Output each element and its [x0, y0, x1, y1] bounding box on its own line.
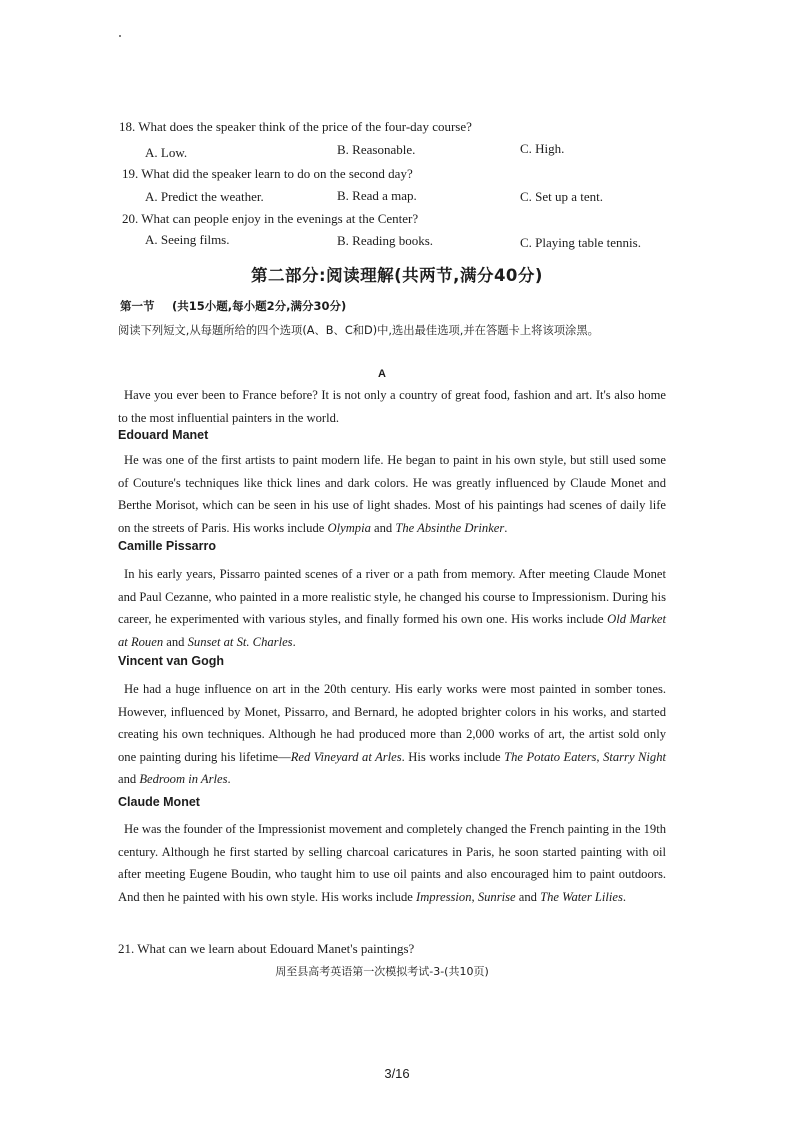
paragraph-manet: He was one of the first artists to paint modern life. He began to paint in his own style, but still used some of Couture's techniques like thick lines and dark colors. He was greatly influenced by Claude Monet and Berthe Morisot, which can be seen in his use of light shades. Most of his paintings had scenes of daily life on the streets of Paris. His works include Olympia and The Absinthe Drinker. — [118, 453, 666, 535]
paragraph-van-gogh: He had a huge influence on art in the 20th century. His early works were most painted in somber tones. However, influenced by Monet, Pissarro, and Bernard, he adopted brighter colors in his works, and started creating his own techniques. Although he had produced more than 2,000 works of art, the artist sold only one painting during his lifetime—Red Vineyard at Arles. His works include The Potato Eaters, Starry Night and Bedroom in Arles. — [118, 682, 667, 787]
heading-manet: Edouard Manet — [118, 428, 209, 442]
scan-speck — [119, 35, 121, 37]
work-olympia: Olympia — [327, 520, 371, 535]
work-absinthe-drinker: The Absinthe Drinker — [395, 520, 505, 535]
exam-footer: 周至县高考英语第一次模拟考试-3-(共10页) — [275, 965, 489, 978]
q20-option-c: C. Playing table tennis. — [520, 235, 641, 250]
q18-option-c: C. High. — [520, 141, 565, 156]
heading-pissarro: Camille Pissarro — [118, 539, 216, 553]
work-old-market: Old Market at Rouen — [118, 612, 667, 649]
work-impression-sunrise: Impression, Sunrise — [416, 889, 516, 904]
q18-option-b: B. Reasonable. — [337, 142, 416, 157]
work-potato-eaters: The Potato Eaters — [504, 749, 597, 764]
part-two-title: 第二部分:阅读理解(共两节,满分40分) — [251, 266, 543, 285]
work-starry-night: Starry Night — [603, 749, 667, 764]
q19-option-c: C. Set up a tent. — [520, 189, 604, 204]
question-21: 21. What can we learn about Edouard Manet's paintings? — [118, 941, 415, 956]
paragraph-monet: He was the founder of the Impressionist movement and completely changed the French painting in the 19th century. Although he first started by selling charcoal caricatures in Paris, he soon started painting with oil after meeting Eugene Boudin, who taught him to use oil paints and also encouraged him to paint outdoors. And then he painted with his own style. His works include Impression, Sunrise and The Water Lilies. — [118, 822, 666, 904]
instructions: 阅读下列短文,从每题所给的四个选项(A、B、C和D)中,选出最佳选项,并在答题卡上将该项涂黑。 — [118, 324, 599, 337]
question-19: 19. What did the speaker learn to do on the second day? — [122, 166, 413, 181]
heading-monet: Claude Monet — [118, 795, 200, 809]
heading-van-gogh: Vincent van Gogh — [118, 654, 225, 668]
q20-option-a: A. Seeing films. — [145, 232, 230, 247]
passage-letter: A — [378, 368, 386, 380]
q20-option-b: B. Reading books. — [337, 233, 434, 248]
q18-option-a: A. Low. — [145, 145, 188, 160]
question-18: 18. What does the speaker think of the price of the four-day course? — [119, 119, 472, 134]
work-bedroom-arles: Bedroom in Arles — [139, 772, 228, 787]
page-number: 3/16 — [384, 1066, 410, 1081]
work-water-lilies: The Water Lilies — [540, 889, 623, 904]
paragraph-pissarro: In his early years, Pissarro painted scenes of a river or a path from memory. After meeting Claude Monet and Paul Cezanne, who painted in a more realistic style, he changed his course to Impressionism. During his career, he experimented with various styles, and finally formed his own one. His works include Old Market at Rouen and Sunset at St. Charles. — [118, 567, 667, 649]
section-one-note: (共15小题,每小题2分,满分30分) — [172, 299, 347, 313]
section-one-label: 第一节 — [120, 299, 155, 313]
work-sunset-st-charles: Sunset at St. Charles — [187, 634, 293, 649]
q19-option-b: B. Read a map. — [337, 188, 417, 203]
q19-option-a: A. Predict the weather. — [145, 189, 264, 204]
question-20: 20. What can people enjoy in the evenings at the Center? — [122, 211, 419, 226]
passage-intro: Have you ever been to France before? It is not only a country of great food, fashion and art. It's also home to the most influential painters in the world. — [118, 388, 666, 425]
work-red-vineyard: Red Vineyard at Arles — [290, 749, 402, 764]
